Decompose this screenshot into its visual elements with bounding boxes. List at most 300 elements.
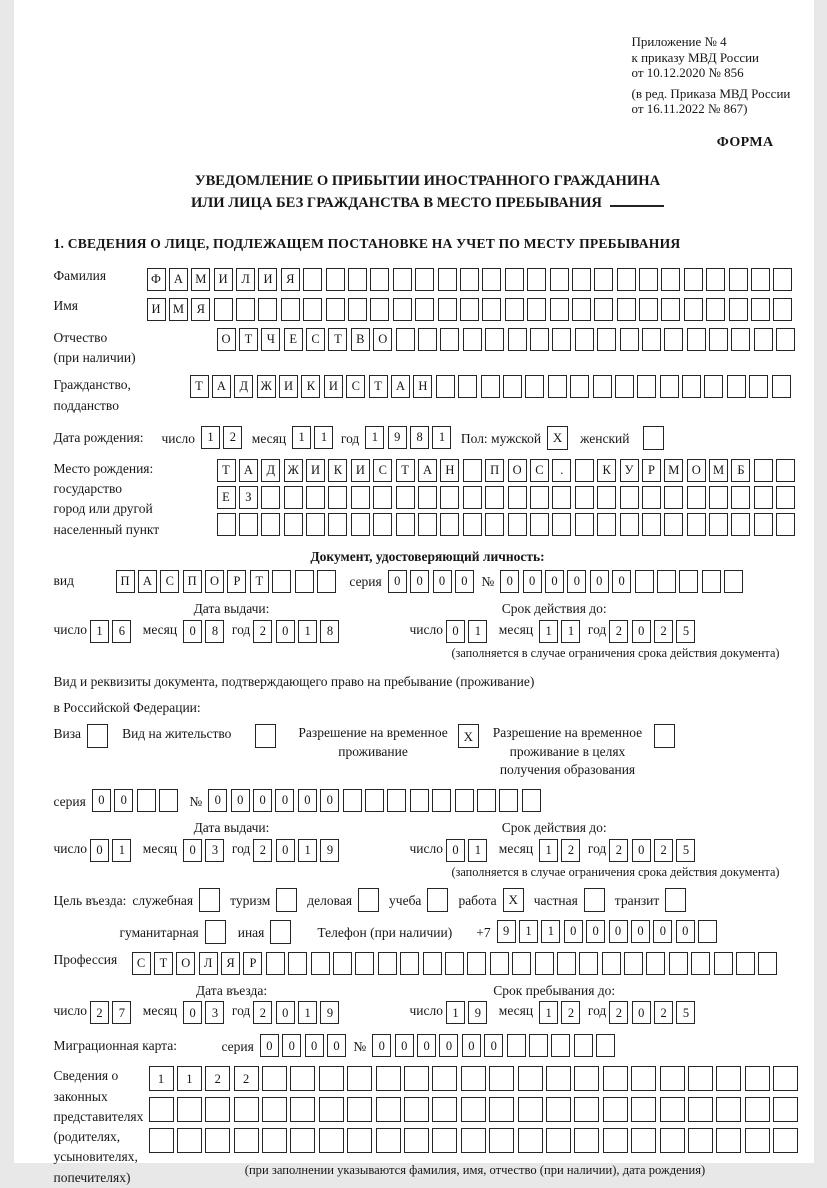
purpose-humanitarian-checkbox[interactable]	[205, 920, 226, 944]
char-box[interactable]	[684, 268, 703, 291]
char-box[interactable]	[290, 1066, 315, 1091]
char-box[interactable]: 0	[545, 570, 564, 593]
char-box[interactable]	[489, 1066, 514, 1091]
char-box[interactable]	[423, 952, 442, 975]
purpose-study-checkbox[interactable]	[427, 888, 448, 912]
char-box[interactable]	[328, 513, 347, 536]
purpose-official-checkbox[interactable]	[199, 888, 220, 912]
char-box[interactable]	[550, 268, 569, 291]
char-box[interactable]: 5	[676, 1001, 695, 1024]
char-box[interactable]: Т	[190, 375, 209, 398]
char-box[interactable]	[664, 486, 683, 509]
char-box[interactable]	[575, 486, 594, 509]
char-box[interactable]: .	[552, 459, 571, 482]
char-box[interactable]	[617, 268, 636, 291]
char-box[interactable]	[236, 298, 255, 321]
char-box[interactable]	[754, 513, 773, 536]
char-box[interactable]: Т	[396, 459, 415, 482]
char-box[interactable]: И	[351, 459, 370, 482]
char-box[interactable]	[177, 1128, 202, 1153]
char-box[interactable]	[773, 1066, 798, 1091]
char-box[interactable]	[261, 486, 280, 509]
char-box[interactable]	[698, 920, 717, 943]
char-box[interactable]: Н	[413, 375, 432, 398]
char-box[interactable]	[550, 298, 569, 321]
char-box[interactable]	[347, 1128, 372, 1153]
char-box[interactable]	[432, 1097, 457, 1122]
char-box[interactable]	[317, 570, 336, 593]
char-box[interactable]	[290, 1128, 315, 1153]
char-box[interactable]	[745, 1066, 770, 1091]
char-box[interactable]: 2	[654, 839, 673, 862]
char-box[interactable]	[396, 486, 415, 509]
char-box[interactable]	[490, 952, 509, 975]
char-box[interactable]	[660, 375, 679, 398]
char-box[interactable]: А	[391, 375, 410, 398]
char-box[interactable]: С	[346, 375, 365, 398]
char-box[interactable]	[639, 298, 658, 321]
char-box[interactable]	[149, 1097, 174, 1122]
char-box[interactable]	[303, 268, 322, 291]
char-box[interactable]	[393, 298, 412, 321]
char-box[interactable]	[319, 1066, 344, 1091]
char-box[interactable]	[461, 1066, 486, 1091]
char-box[interactable]	[376, 1097, 401, 1122]
char-box[interactable]	[773, 268, 792, 291]
char-box[interactable]: Я	[281, 268, 300, 291]
char-box[interactable]	[688, 1128, 713, 1153]
char-box[interactable]	[333, 952, 352, 975]
char-box[interactable]: 0	[320, 789, 339, 812]
char-box[interactable]	[724, 570, 743, 593]
char-box[interactable]	[518, 1066, 543, 1091]
char-box[interactable]	[751, 298, 770, 321]
char-box[interactable]	[508, 328, 527, 351]
char-box[interactable]	[682, 375, 701, 398]
char-box[interactable]: О	[508, 459, 527, 482]
char-box[interactable]: 2	[654, 1001, 673, 1024]
char-box[interactable]	[438, 298, 457, 321]
char-box[interactable]	[348, 268, 367, 291]
char-box[interactable]	[731, 486, 750, 509]
char-box[interactable]	[754, 486, 773, 509]
char-box[interactable]: 0	[208, 789, 227, 812]
char-box[interactable]	[463, 486, 482, 509]
char-box[interactable]	[328, 486, 347, 509]
char-box[interactable]	[347, 1066, 372, 1091]
char-box[interactable]: 0	[446, 620, 465, 643]
char-box[interactable]	[508, 513, 527, 536]
purpose-business-checkbox[interactable]	[358, 888, 379, 912]
char-box[interactable]	[262, 1128, 287, 1153]
char-box[interactable]	[597, 486, 616, 509]
char-box[interactable]: А	[169, 268, 188, 291]
char-box[interactable]: К	[301, 375, 320, 398]
char-box[interactable]	[669, 952, 688, 975]
char-box[interactable]	[436, 375, 455, 398]
char-box[interactable]	[477, 789, 496, 812]
char-box[interactable]	[239, 513, 258, 536]
char-box[interactable]	[503, 375, 522, 398]
char-box[interactable]: 0	[282, 1034, 301, 1057]
char-box[interactable]	[370, 298, 389, 321]
char-box[interactable]	[485, 513, 504, 536]
char-box[interactable]: А	[239, 459, 258, 482]
char-box[interactable]	[137, 789, 156, 812]
char-box[interactable]: Р	[243, 952, 262, 975]
char-box[interactable]	[266, 952, 285, 975]
char-box[interactable]	[664, 328, 683, 351]
char-box[interactable]: 9	[320, 1001, 339, 1024]
char-box[interactable]: Д	[261, 459, 280, 482]
char-box[interactable]	[440, 513, 459, 536]
char-box[interactable]	[461, 1097, 486, 1122]
char-box[interactable]: 1	[177, 1066, 202, 1091]
char-box[interactable]: 0	[632, 1001, 651, 1024]
char-box[interactable]	[262, 1066, 287, 1091]
char-box[interactable]	[631, 1097, 656, 1122]
char-box[interactable]	[518, 1128, 543, 1153]
char-box[interactable]	[418, 486, 437, 509]
char-box[interactable]	[217, 513, 236, 536]
char-box[interactable]	[205, 1097, 230, 1122]
char-box[interactable]	[642, 486, 661, 509]
char-box[interactable]: С	[373, 459, 392, 482]
char-box[interactable]: 1	[539, 839, 558, 862]
char-box[interactable]	[594, 268, 613, 291]
char-box[interactable]	[234, 1097, 259, 1122]
char-box[interactable]	[552, 486, 571, 509]
char-box[interactable]	[572, 268, 591, 291]
char-box[interactable]	[489, 1128, 514, 1153]
char-box[interactable]: 8	[410, 426, 429, 449]
char-box[interactable]: 0	[305, 1034, 324, 1057]
char-box[interactable]	[617, 298, 636, 321]
char-box[interactable]: Р	[642, 459, 661, 482]
char-box[interactable]: 1	[541, 920, 560, 943]
char-box[interactable]: 5	[676, 839, 695, 862]
char-box[interactable]: 0	[275, 789, 294, 812]
char-box[interactable]: 2	[223, 426, 242, 449]
char-box[interactable]	[729, 268, 748, 291]
char-box[interactable]	[149, 1128, 174, 1153]
char-box[interactable]: 9	[497, 920, 516, 943]
char-box[interactable]	[729, 298, 748, 321]
char-box[interactable]	[343, 789, 362, 812]
purpose-work-checkbox[interactable]: X	[503, 888, 524, 912]
char-box[interactable]	[460, 298, 479, 321]
char-box[interactable]	[387, 789, 406, 812]
char-box[interactable]	[418, 328, 437, 351]
char-box[interactable]	[776, 328, 795, 351]
char-box[interactable]: 1	[432, 426, 451, 449]
char-box[interactable]	[432, 1066, 457, 1091]
char-box[interactable]	[261, 513, 280, 536]
char-box[interactable]	[758, 952, 777, 975]
char-box[interactable]	[214, 298, 233, 321]
char-box[interactable]	[306, 486, 325, 509]
char-box[interactable]	[326, 298, 345, 321]
char-box[interactable]: 1	[446, 1001, 465, 1024]
char-box[interactable]	[642, 328, 661, 351]
char-box[interactable]	[557, 952, 576, 975]
char-box[interactable]	[518, 1097, 543, 1122]
char-box[interactable]	[574, 1066, 599, 1091]
char-box[interactable]: И	[214, 268, 233, 291]
char-box[interactable]	[594, 298, 613, 321]
char-box[interactable]	[745, 1128, 770, 1153]
char-box[interactable]	[284, 486, 303, 509]
char-box[interactable]	[527, 268, 546, 291]
char-box[interactable]	[440, 328, 459, 351]
char-box[interactable]	[373, 513, 392, 536]
char-box[interactable]: Б	[731, 459, 750, 482]
char-box[interactable]	[570, 375, 589, 398]
char-box[interactable]: К	[328, 459, 347, 482]
char-box[interactable]	[440, 486, 459, 509]
char-box[interactable]: 2	[561, 1001, 580, 1024]
char-box[interactable]	[546, 1097, 571, 1122]
char-box[interactable]	[603, 1097, 628, 1122]
char-box[interactable]: 0	[183, 839, 202, 862]
char-box[interactable]	[631, 1066, 656, 1091]
char-box[interactable]	[288, 952, 307, 975]
char-box[interactable]: С	[306, 328, 325, 351]
char-box[interactable]	[348, 298, 367, 321]
char-box[interactable]: 0	[462, 1034, 481, 1057]
char-box[interactable]	[660, 1128, 685, 1153]
char-box[interactable]: Я	[221, 952, 240, 975]
char-box[interactable]	[505, 268, 524, 291]
char-box[interactable]: 2	[253, 839, 272, 862]
char-box[interactable]: 9	[320, 839, 339, 862]
char-box[interactable]	[776, 513, 795, 536]
char-box[interactable]	[530, 486, 549, 509]
char-box[interactable]: 5	[676, 620, 695, 643]
char-box[interactable]	[688, 1066, 713, 1091]
char-box[interactable]: 0	[653, 920, 672, 943]
char-box[interactable]: Е	[284, 328, 303, 351]
char-box[interactable]	[603, 1128, 628, 1153]
char-box[interactable]	[620, 328, 639, 351]
char-box[interactable]: 1	[539, 1001, 558, 1024]
char-box[interactable]	[639, 268, 658, 291]
char-box[interactable]	[709, 328, 728, 351]
char-box[interactable]: А	[418, 459, 437, 482]
char-box[interactable]	[415, 298, 434, 321]
char-box[interactable]: Т	[217, 459, 236, 482]
char-box[interactable]	[624, 952, 643, 975]
char-box[interactable]	[410, 789, 429, 812]
char-box[interactable]: 0	[523, 570, 542, 593]
char-box[interactable]: 1	[298, 839, 317, 862]
char-box[interactable]	[461, 1128, 486, 1153]
char-box[interactable]	[351, 513, 370, 536]
char-box[interactable]: 2	[90, 1001, 109, 1024]
char-box[interactable]	[499, 789, 518, 812]
char-box[interactable]	[306, 513, 325, 536]
char-box[interactable]	[303, 298, 322, 321]
char-box[interactable]	[660, 1066, 685, 1091]
char-box[interactable]: О	[176, 952, 195, 975]
char-box[interactable]: 0	[276, 620, 295, 643]
char-box[interactable]: П	[485, 459, 504, 482]
char-box[interactable]: 0	[298, 789, 317, 812]
char-box[interactable]	[527, 298, 546, 321]
char-box[interactable]: 0	[433, 570, 452, 593]
char-box[interactable]: 0	[231, 789, 250, 812]
char-box[interactable]	[772, 375, 791, 398]
char-box[interactable]	[574, 1097, 599, 1122]
char-box[interactable]	[691, 952, 710, 975]
char-box[interactable]: Ч	[261, 328, 280, 351]
char-box[interactable]: М	[169, 298, 188, 321]
char-box[interactable]: 0	[586, 920, 605, 943]
char-box[interactable]: 1	[292, 426, 311, 449]
char-box[interactable]: 0	[446, 839, 465, 862]
char-box[interactable]	[546, 1066, 571, 1091]
char-box[interactable]	[579, 952, 598, 975]
char-box[interactable]	[458, 375, 477, 398]
char-box[interactable]: 1	[298, 1001, 317, 1024]
char-box[interactable]	[646, 952, 665, 975]
char-box[interactable]	[716, 1128, 741, 1153]
char-box[interactable]: Т	[154, 952, 173, 975]
char-box[interactable]: 1	[519, 920, 538, 943]
char-box[interactable]	[716, 1097, 741, 1122]
char-box[interactable]	[620, 513, 639, 536]
char-box[interactable]	[552, 513, 571, 536]
char-box[interactable]	[664, 513, 683, 536]
char-box[interactable]	[482, 268, 501, 291]
char-box[interactable]	[688, 1097, 713, 1122]
char-box[interactable]: 2	[234, 1066, 259, 1091]
char-box[interactable]	[751, 268, 770, 291]
char-box[interactable]: Я	[191, 298, 210, 321]
char-box[interactable]: 0	[631, 920, 650, 943]
char-box[interactable]: 3	[205, 839, 224, 862]
char-box[interactable]	[485, 486, 504, 509]
char-box[interactable]: 0	[327, 1034, 346, 1057]
char-box[interactable]	[396, 328, 415, 351]
char-box[interactable]	[404, 1128, 429, 1153]
char-box[interactable]: 0	[90, 839, 109, 862]
char-box[interactable]	[460, 268, 479, 291]
char-box[interactable]: И	[258, 268, 277, 291]
char-box[interactable]: 0	[410, 570, 429, 593]
char-box[interactable]: 2	[205, 1066, 230, 1091]
char-box[interactable]	[660, 1097, 685, 1122]
char-box[interactable]: 9	[388, 426, 407, 449]
char-box[interactable]	[575, 328, 594, 351]
char-box[interactable]	[776, 459, 795, 482]
char-box[interactable]	[642, 513, 661, 536]
char-box[interactable]	[376, 1066, 401, 1091]
char-box[interactable]: 0	[417, 1034, 436, 1057]
char-box[interactable]: Т	[239, 328, 258, 351]
char-box[interactable]	[702, 570, 721, 593]
char-box[interactable]	[205, 1128, 230, 1153]
char-box[interactable]: О	[373, 328, 392, 351]
char-box[interactable]	[463, 459, 482, 482]
char-box[interactable]: 0	[183, 1001, 202, 1024]
char-box[interactable]	[597, 328, 616, 351]
char-box[interactable]	[687, 513, 706, 536]
char-box[interactable]: 0	[632, 620, 651, 643]
char-box[interactable]: 0	[276, 1001, 295, 1024]
char-box[interactable]	[445, 952, 464, 975]
char-box[interactable]: Д	[234, 375, 253, 398]
char-box[interactable]	[773, 298, 792, 321]
char-box[interactable]	[347, 1097, 372, 1122]
char-box[interactable]: 1	[365, 426, 384, 449]
char-box[interactable]: Ж	[257, 375, 276, 398]
char-box[interactable]	[258, 298, 277, 321]
char-box[interactable]: 6	[112, 620, 131, 643]
char-box[interactable]	[776, 486, 795, 509]
char-box[interactable]	[546, 1128, 571, 1153]
char-box[interactable]: В	[351, 328, 370, 351]
char-box[interactable]	[281, 298, 300, 321]
char-box[interactable]: 0	[612, 570, 631, 593]
char-box[interactable]: 7	[112, 1001, 131, 1024]
char-box[interactable]	[365, 789, 384, 812]
char-box[interactable]: О	[205, 570, 224, 593]
char-box[interactable]: 2	[253, 620, 272, 643]
char-box[interactable]: У	[620, 459, 639, 482]
char-box[interactable]: И	[324, 375, 343, 398]
char-box[interactable]: 0	[372, 1034, 391, 1057]
char-box[interactable]	[575, 513, 594, 536]
sex-male-checkbox[interactable]: X	[547, 426, 568, 450]
char-box[interactable]	[455, 789, 474, 812]
char-box[interactable]	[432, 1128, 457, 1153]
char-box[interactable]: 1	[90, 620, 109, 643]
char-box[interactable]: И	[279, 375, 298, 398]
char-box[interactable]	[574, 1128, 599, 1153]
char-box[interactable]: 1	[314, 426, 333, 449]
char-box[interactable]	[522, 789, 541, 812]
char-box[interactable]	[505, 298, 524, 321]
char-box[interactable]: 0	[183, 620, 202, 643]
char-box[interactable]: 0	[609, 920, 628, 943]
char-box[interactable]	[657, 570, 676, 593]
char-box[interactable]: М	[664, 459, 683, 482]
char-box[interactable]	[679, 570, 698, 593]
char-box[interactable]: 0	[500, 570, 519, 593]
char-box[interactable]: Н	[440, 459, 459, 482]
char-box[interactable]: 0	[92, 789, 111, 812]
char-box[interactable]	[290, 1097, 315, 1122]
char-box[interactable]	[396, 513, 415, 536]
char-box[interactable]	[530, 328, 549, 351]
char-box[interactable]	[620, 486, 639, 509]
char-box[interactable]	[370, 268, 389, 291]
char-box[interactable]: М	[191, 268, 210, 291]
char-box[interactable]	[597, 513, 616, 536]
char-box[interactable]	[508, 486, 527, 509]
char-box[interactable]	[393, 268, 412, 291]
char-box[interactable]	[319, 1128, 344, 1153]
char-box[interactable]	[467, 952, 486, 975]
char-box[interactable]: 9	[468, 1001, 487, 1024]
char-box[interactable]: 1	[149, 1066, 174, 1091]
char-box[interactable]	[485, 328, 504, 351]
char-box[interactable]: З	[239, 486, 258, 509]
char-box[interactable]	[262, 1097, 287, 1122]
char-box[interactable]: 8	[320, 620, 339, 643]
char-box[interactable]	[731, 328, 750, 351]
